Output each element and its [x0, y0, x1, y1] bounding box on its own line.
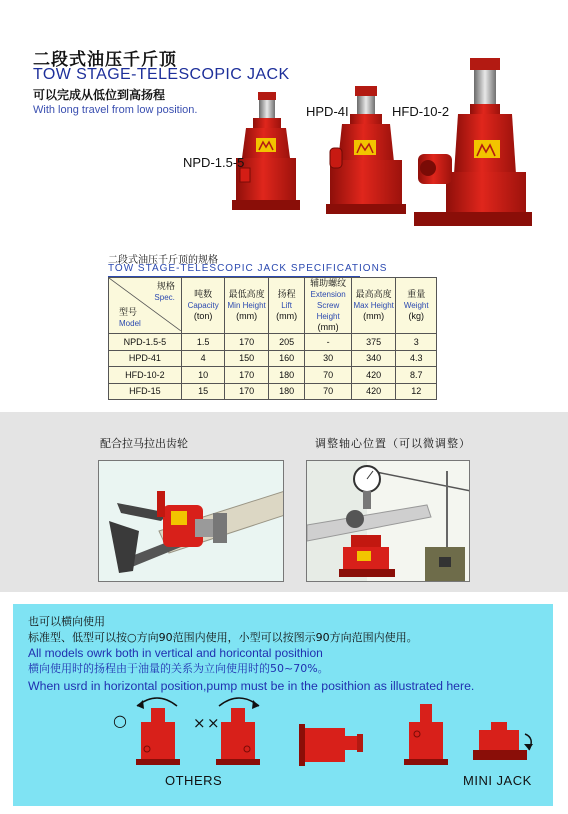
- axis-adjust-photo: [306, 460, 470, 582]
- ng-mark-1: ×: [193, 714, 206, 732]
- corner-spec-zh: 规格: [156, 281, 175, 291]
- col-extension-screw: 辅助螺纹 Extension Screw Height (mm): [305, 278, 352, 334]
- cell-extension: 70: [305, 367, 352, 384]
- cell-extension: -: [305, 334, 352, 351]
- cell-model: HFD-15: [109, 383, 182, 400]
- gear-puller-drawing: [99, 461, 284, 582]
- cell-weight: 3: [396, 334, 437, 351]
- note-line-en-2: When usrd in horizontal position,pump must be in the posithion as illustrated here.: [28, 679, 475, 693]
- cell-weight: 12: [396, 383, 437, 400]
- caption-axis-adjust: 调整轴心位置（可以微调整）: [315, 437, 471, 450]
- subtitle-zh: 可以完成从低位到高扬程: [33, 88, 166, 102]
- horizontal-use-note: [13, 604, 553, 806]
- jack-tall-icon: [404, 704, 448, 765]
- corner-spec-en: Spec.: [154, 293, 175, 302]
- cell-capacity: 15: [181, 383, 225, 400]
- page-title-zh: 二段式油压千斤顶: [33, 50, 177, 70]
- spec-header-row: [109, 278, 437, 334]
- cell-max-height: 420: [351, 383, 396, 400]
- label-mini-jack: MINI JACK: [463, 773, 532, 788]
- spec-title-en: TOW STAGE-TELESCOPIC JACK SPECIFICATIONS: [108, 263, 388, 274]
- cell-capacity: 1.5: [181, 334, 225, 351]
- cell-lift: 160: [268, 350, 304, 367]
- ng-mark-2: ×: [207, 714, 220, 732]
- ok-circle-mark: ○: [113, 711, 127, 730]
- axis-adjust-drawing: [307, 461, 470, 582]
- cell-min-height: 150: [225, 350, 269, 367]
- cell-max-height: 340: [351, 350, 396, 367]
- jack-npd-image: [232, 92, 300, 210]
- note-line-zh: 标准型、低型可以按○方向90范围内使用，小型可以按图示90方向范围内使用。: [28, 631, 418, 644]
- cell-min-height: 170: [225, 383, 269, 400]
- spec-title-zh: 二段式油压千斤顶的规格: [108, 255, 218, 266]
- col-max-height: 最高高度 Max Height (mm): [351, 278, 396, 334]
- cell-extension: 30: [305, 350, 352, 367]
- table-row: [109, 350, 437, 367]
- table-row: [109, 383, 437, 400]
- corner-model-zh: 型号: [119, 307, 138, 317]
- col-weight: 重量 Weight (kg): [396, 278, 437, 334]
- label-npd: NPD-1.5-5: [183, 155, 245, 170]
- cell-lift: 180: [268, 383, 304, 400]
- note-heading: 也可以横向使用: [28, 615, 105, 628]
- note-line-zh-2: 横向使用时的扬程由于油量的关系为立向使用时的50~70%。: [28, 662, 329, 675]
- cell-min-height: 170: [225, 334, 269, 351]
- jack-upright-left-icon: [136, 698, 180, 765]
- cell-model: NPD-1.5-5: [109, 334, 182, 351]
- jack-upright-right-icon: [216, 698, 260, 765]
- table-row: [109, 367, 437, 384]
- corner-model-en: Model: [119, 319, 141, 328]
- gear-puller-photo: [98, 460, 284, 582]
- label-hfd: HFD-10-2: [392, 104, 450, 119]
- cell-capacity: 4: [181, 350, 225, 367]
- caption-gear-puller: 配合拉马拉出齿轮: [100, 437, 188, 450]
- cell-lift: 205: [268, 334, 304, 351]
- cell-model: HPD-41: [109, 350, 182, 367]
- label-hpd: HPD-4I: [306, 104, 349, 119]
- jack-hfd-image: [414, 58, 532, 226]
- cell-model: HFD-10-2: [109, 367, 182, 384]
- cell-min-height: 170: [225, 367, 269, 384]
- mini-jack-icon: [473, 722, 533, 760]
- spec-table: [108, 277, 437, 400]
- col-lift: 扬程 Lift (mm): [268, 278, 304, 334]
- col-min-height: 最低高度 Min Height (mm): [225, 278, 269, 334]
- illustration-band: [0, 412, 568, 592]
- page-title-en: TOW STAGE-TELESCOPIC JACK: [33, 66, 290, 83]
- jack-product-photos: [0, 0, 568, 250]
- cell-lift: 180: [268, 367, 304, 384]
- cell-capacity: 10: [181, 367, 225, 384]
- note-line-en: All models owrk both in vertical and horicontal posithion: [28, 646, 323, 660]
- subtitle-en: With long travel from low position.: [33, 104, 198, 116]
- table-row: [109, 334, 437, 351]
- cell-weight: 8.7: [396, 367, 437, 384]
- cell-max-height: 375: [351, 334, 396, 351]
- col-capacity: 吨数 Capacity (ton): [181, 278, 225, 334]
- cell-weight: 4.3: [396, 350, 437, 367]
- cell-max-height: 420: [351, 367, 396, 384]
- cell-extension: 70: [305, 383, 352, 400]
- jack-horizontal-icon: [299, 724, 363, 766]
- spec-corner-cell: [109, 278, 182, 334]
- label-others: OTHERS: [165, 773, 223, 788]
